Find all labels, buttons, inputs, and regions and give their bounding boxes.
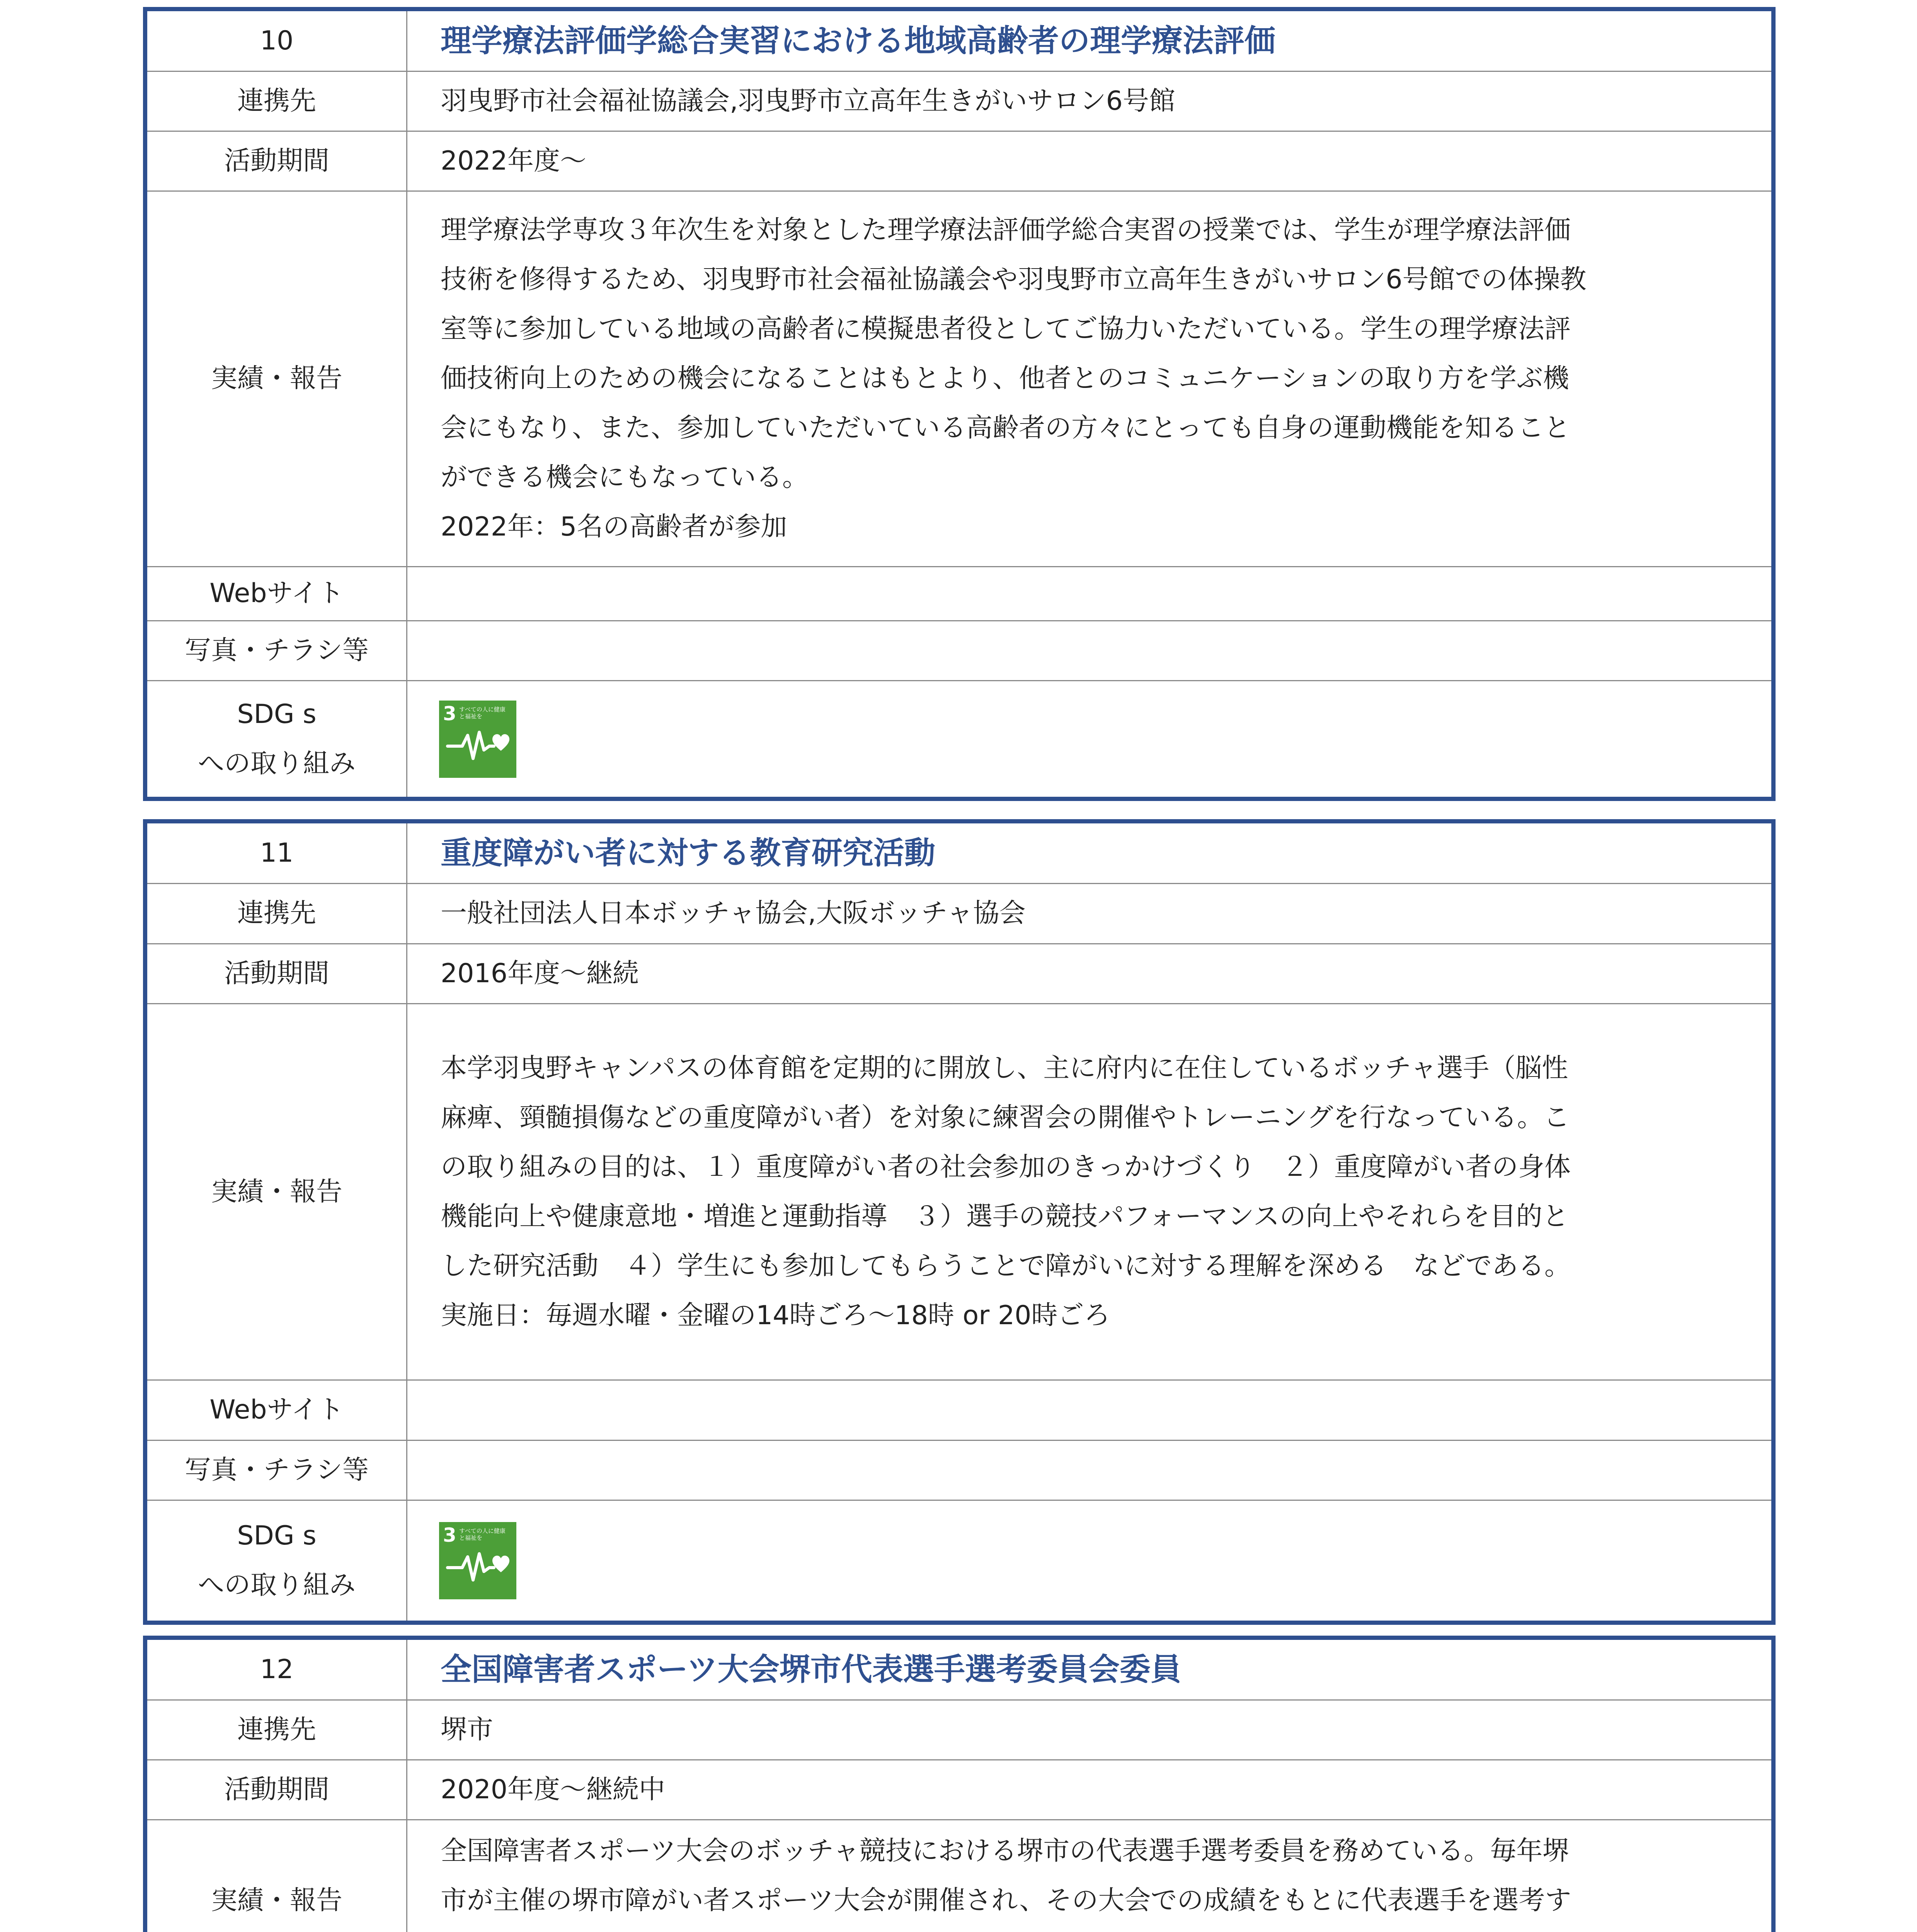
partner-value: 堺市 [407,1700,1772,1760]
report-label: 実績・報告 [147,1004,407,1380]
entry-title: 理学療法評価学総合実習における地域高齢者の理学療法評価 [407,11,1772,71]
report-line: 理学療法学専攻３年次生を対象とした理学療法評価学総合実習の授業では、学生が理学療法評価 [441,215,1571,246]
activity-table [147,823,1771,1621]
sdg-goal-text: すべての人に健康と福祉を [459,1527,506,1542]
photos-label: 写真・チラシ等 [147,1440,407,1500]
report-line: ができる機会にもなっている。 [441,462,809,493]
report-line: 実施日：毎週水曜・金曜の14時ごろ〜18時 or 20時ごろ [441,1300,1110,1331]
report-label: 実績・報告 [147,1820,407,1932]
report-text [407,191,1772,566]
sdgs-label [147,1500,407,1621]
entry-number: 12 [147,1640,407,1700]
period-value: 2022年度〜 [407,131,1772,191]
partner-value: 一般社団法人日本ボッチャ協会,大阪ボッチャ協会 [407,884,1772,944]
entry-number: 11 [147,823,407,884]
partner-label: 連携先 [147,884,407,944]
activity-table [147,1640,1771,1932]
website-value[interactable] [407,1380,1772,1440]
report-line: 2022年：5名の高齢者が参加 [441,512,787,543]
heartbeat-heart-icon [439,701,516,778]
photos-label: 写真・チラシ等 [147,621,407,680]
heartbeat-heart-icon [439,1522,516,1599]
report-line: 機能向上や健康意地・増進と運動指導 ３）選手の競技パフォーマンスの向上やそれらを目的と [441,1201,1569,1232]
period-label: 活動期間 [147,944,407,1004]
sdgs-value [407,1500,1772,1621]
photos-value [407,1440,1772,1500]
report-line: 麻痺、頸髄損傷などの重度障がい者）を対象に練習会の開催やトレーニングを行なっている。こ [441,1102,1570,1133]
activity-table [147,11,1771,797]
sdgs-label-line1: SDG s [237,1520,317,1551]
report-line [441,1925,1757,1932]
report-line: した研究活動 ４）学生にも参加してもらうことで障がいに対する理解を深める などである。 [441,1250,1571,1281]
partner-label: 連携先 [147,71,407,131]
activity-entry-11 [143,819,1776,1625]
period-value: 2016年度〜継続 [407,944,1772,1004]
report-line: 本学羽曳野キャンパスの体育館を定期的に開放し、主に府内に在住しているボッチャ選手（脳性 [441,1053,1568,1083]
sdgs-label-line1: SDG s [237,699,317,730]
website-label: Webサイト [147,1380,407,1440]
sdgs-value [407,681,1772,797]
period-value: 2020年度〜継続中 [407,1760,1772,1820]
sdg-goal-number: 3 [443,1524,456,1547]
period-label: 活動期間 [147,1760,407,1820]
entry-title: 全国障害者スポーツ大会堺市代表選手選考委員会委員 [407,1640,1772,1700]
activity-entry-10 [143,7,1776,801]
sdgs-label-line2: への取り組み [197,1570,356,1601]
report-line: 技術を修得するため、羽曳野市社会福祉協議会や羽曳野市立高年生きがいサロン6号館での体操教 [441,264,1587,295]
partner-value: 羽曳野市社会福祉協議会,羽曳野市立高年生きがいサロン6号館 [407,71,1772,131]
activity-entry-12 [143,1636,1776,1932]
website-value[interactable] [407,566,1772,621]
entry-number: 10 [147,11,407,71]
website-label: Webサイト [147,566,407,621]
sdg-goal-3-badge [439,1522,516,1599]
sdg-goal-3-badge [439,701,516,778]
partner-label: 連携先 [147,1700,407,1760]
report-line: の取り組みの目的は、１）重度障がい者の社会参加のきっかけづくり ２）重度障がい者の身体 [441,1151,1571,1182]
sdgs-label-line2: への取り組み [197,748,356,779]
report-label: 実績・報告 [147,191,407,566]
report-line: 室等に参加している地域の高齢者に模擬患者役としてご協力いただいている。学生の理学療法評 [441,314,1571,345]
report-text [407,1820,1772,1932]
sdgs-label [147,681,407,797]
period-label: 活動期間 [147,131,407,191]
report-text [407,1004,1772,1380]
report-line: 全国障害者スポーツ大会のボッチャ競技における堺市の代表選手選考委員を務めている。毎年堺 [441,1836,1569,1866]
photos-value [407,621,1772,680]
report-line: 市が主催の堺市障がい者スポーツ大会が開催され、その大会での成績をもとに代表選手を選考す [441,1885,1571,1916]
sdg-goal-number: 3 [443,702,456,725]
entry-title: 重度障がい者に対する教育研究活動 [407,823,1772,884]
sdg-goal-text: すべての人に健康と福祉を [459,706,506,720]
report-line: 会にもなり、また、参加していただいている高齢者の方々にとっても自身の運動機能を知ること [441,413,1570,444]
report-line: 価技術向上のための機会になることはもとより、他者とのコミュニケーションの取り方を学ぶ機 [441,363,1569,394]
